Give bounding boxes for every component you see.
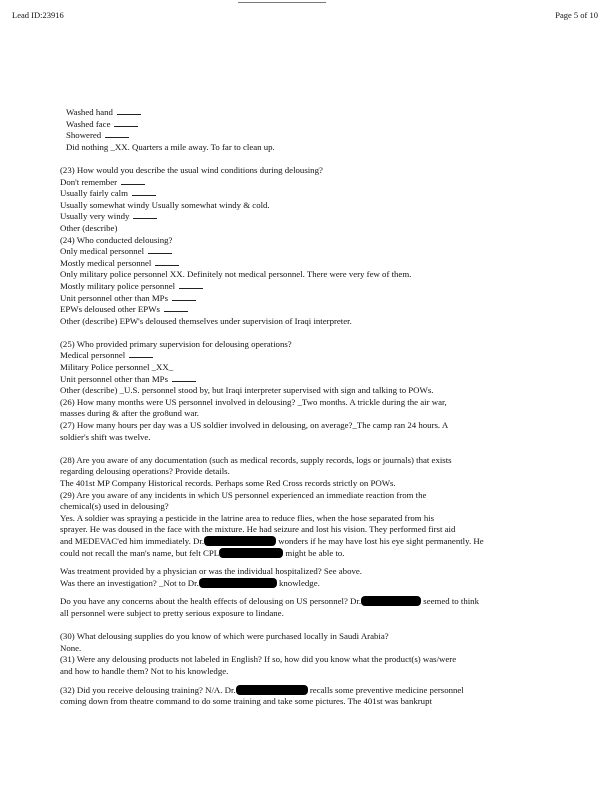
text-line: Usually very windy: [60, 211, 580, 223]
text-line: Only medical personnel: [60, 246, 580, 258]
answer-blank: [155, 259, 179, 266]
text-line: Don't remember: [60, 177, 580, 189]
text-line: all personnel were subject to pretty serious exposure to lindane.: [60, 607, 284, 618]
redaction-block: [219, 548, 283, 558]
text-line: Other (describe): [60, 222, 118, 233]
question-31: (31) Were any delousing products not labeled in English? If so, how did you know what the product(s) was/were: [60, 654, 457, 665]
text-line: Was there an investigation? _Not to Dr. knowledge.: [60, 577, 320, 588]
answer-blank: [148, 247, 172, 254]
text-line: Only military police personnel XX. Definitely not medical personnel. There were very few of them.: [60, 269, 412, 280]
text-line: EPWs deloused other EPWs: [60, 304, 580, 316]
question-25: (25) Who provided primary supervision for delousing operations?: [60, 338, 292, 349]
text-line: Other (describe) EPW's deloused themselves under supervision of Iraqi interpreter.: [60, 315, 352, 326]
text-line: None.: [60, 642, 82, 653]
lead-id: Lead ID:23916: [12, 10, 64, 20]
top-divider: [238, 2, 326, 3]
answer-blank: [132, 189, 156, 196]
redaction-block: [199, 578, 277, 588]
text-line: The 401st MP Company Historical records. Perhaps some Red Cross records strictly on POWs.: [60, 478, 396, 488]
question-28: (28) Are you aware of any documentation (such as medical records, supply records, logs or journals) that exists: [60, 454, 452, 465]
answer-blank: [172, 294, 196, 301]
question-26: (26) How many months were US personnel involved in delousing? _Two months. A trickle during the air war,: [60, 396, 447, 407]
text-line: Mostly military police personnel: [60, 281, 580, 293]
text-line: Washed face: [60, 119, 580, 131]
text-line: Medical personnel: [60, 350, 580, 362]
question-23: (23) How would you describe the usual wind conditions during delousing?: [60, 164, 323, 175]
answer-blank: [105, 131, 129, 138]
text-line: Military Police personnel _XX_: [60, 362, 174, 373]
text-line: Showered: [60, 130, 580, 142]
question-29: (29) Are you aware of any incidents in which US personnel experienced an immediate reaction from the: [60, 489, 427, 500]
answer-blank: [179, 282, 203, 289]
answer-blank: [164, 305, 188, 312]
text-line: Was treatment provided by a physician or was the individual hospitalized? See above.: [60, 566, 362, 577]
question-24: (24) Who conducted delousing?: [60, 234, 173, 245]
text-line: and how to handle them? Not to his knowledge.: [60, 665, 229, 676]
redaction-block: [236, 685, 308, 695]
text-line: coming down from theatre command to do some training and take some pictures. The 401st was bankrupt: [60, 696, 432, 707]
question-27: (27) How many hours per day was a US soldier involved in delousing, on average?_The camp ran 24 hours. A: [60, 420, 449, 431]
text-line: Mostly medical personnel: [60, 258, 580, 270]
text-line: masses during & after the gro8und war.: [60, 408, 200, 419]
text-line: Washed hand: [60, 107, 580, 119]
text-line: Usually somewhat windy Usually somewhat windy & cold.: [60, 199, 270, 210]
text-line: Usually fairly calm: [60, 188, 580, 200]
page-number: Page 5 of 10: [555, 10, 598, 20]
text-line: soldier's shift was twelve.: [60, 431, 151, 442]
redaction-block: [361, 596, 421, 606]
text-line: Unit personnel other than MPs: [60, 293, 580, 305]
question-32: (32) Did you receive delousing training? N/A. Dr. recalls some preventive medicine personnel: [60, 684, 464, 695]
text-line: could not recall the man's name, but felt CPL might be able to.: [60, 547, 345, 558]
text-line: Other (describe) _U.S. personnel stood by, but Iraqi interpreter supervised with sign and talking to POWs.: [60, 385, 434, 396]
answer-blank: [117, 108, 141, 115]
text-line: Unit personnel other than MPs: [60, 374, 580, 386]
text-line: and MEDEVAC'ed him immediately. Dr. wonders if he may have lost his eye sight permanently. He: [60, 535, 484, 546]
text-line: sprayer. He was doused in the face with the mixture. He had seizure and lost his vision. They performed first aid: [60, 524, 456, 535]
question-30: (30) What delousing supplies do you know of which were purchased locally in Saudi Arabia?: [60, 631, 389, 642]
answer-blank: [133, 212, 157, 219]
answer-blank: [121, 178, 145, 185]
text-line: regarding delousing operations? Provide details.: [60, 466, 230, 477]
text-line: Did nothing _XX. Quarters a mile away. To far to clean up.: [66, 141, 275, 152]
text-line: Do you have any concerns about the health effects of delousing on US personnel? Dr. seemed to think: [60, 596, 479, 607]
answer-blank: [129, 351, 153, 358]
text-line: chemical(s) used in delousing?: [60, 501, 169, 512]
document-body: [60, 107, 580, 708]
answer-blank: [172, 375, 196, 382]
redaction-block: [204, 536, 276, 546]
answer-blank: [114, 120, 138, 127]
text-line: Yes. A soldier was spraying a pesticide in the latrine area to reduce flies, when the hose separated from his: [60, 512, 435, 523]
